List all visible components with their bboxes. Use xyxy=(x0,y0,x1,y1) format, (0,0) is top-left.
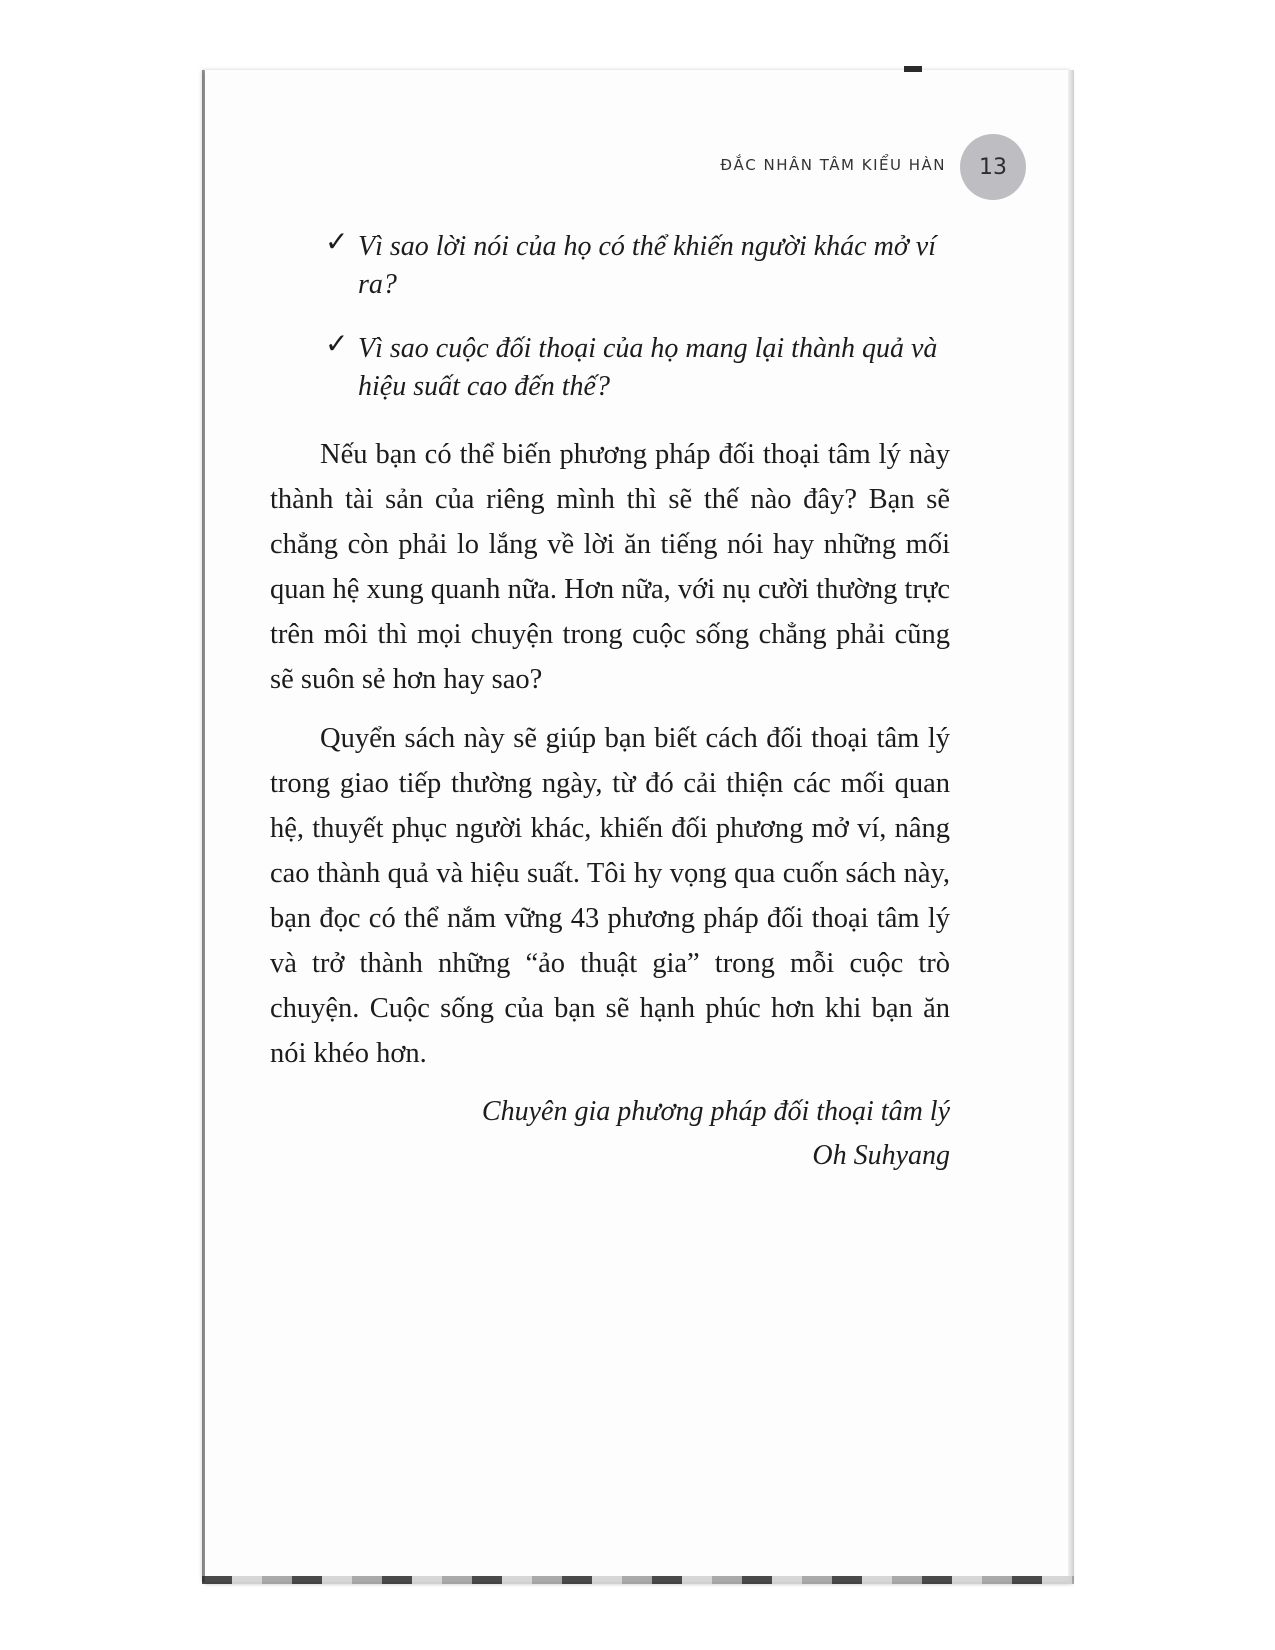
top-edge-mark xyxy=(904,66,922,72)
checklist-item xyxy=(270,228,958,304)
checklist-item-text: Vì sao cuộc đối thoại của họ mang lại thành quả và hiệu suất cao đến thế? xyxy=(358,333,938,402)
author-signature xyxy=(270,1090,950,1178)
checklist-item-text: Vì sao lời nói của họ có thể khiến người khác mở ví ra? xyxy=(358,231,936,300)
checkmark-icon: ✓ xyxy=(325,329,349,360)
body-paragraph: Quyển sách này sẽ giúp bạn biết cách đối thoại tâm lý trong giao tiếp thường ngày, từ đó cải thiện các mối quan hệ, thuyết phục người khác, khiến đối phương mở ví, nâng cao thành quả và hiệu suất. Tôi hy vọng qua cuốn sách này, bạn đọc có thể nắm vững 43 phương pháp đối thoại tâm lý và trở thành những “ảo thuật gia” trong mỗi cuộc trò chuyện. Cuộc sống của bạn sẽ hạnh phúc hơn khi bạn ăn nói khéo hơn. xyxy=(270,723,950,1069)
author-name: Oh Suhyang xyxy=(812,1140,950,1171)
checklist-item xyxy=(270,330,958,406)
page-number: 13 xyxy=(979,154,1007,180)
page-right-edge xyxy=(1068,70,1074,1582)
page-number-badge xyxy=(960,134,1026,200)
page-content xyxy=(270,228,950,1178)
running-header-title: ĐẮC NHÂN TÂM KIỂU HÀN xyxy=(720,156,946,174)
body-paragraph: Nếu bạn có thể biến phương pháp đối thoại tâm lý này thành tài sản của riêng mình thì sẽ thế nào đây? Bạn sẽ chẳng còn phải lo lắng về lời ăn tiếng nói hay những mối quan hệ xung quanh nữa. Hơn nữa, với nụ cười thường trực trên môi thì mọi chuyện trong cuộc sống chẳng phải cũng sẽ suôn sẻ hơn hay sao? xyxy=(270,439,950,695)
checkmark-icon: ✓ xyxy=(325,227,349,258)
page-bottom-edge xyxy=(202,1576,1074,1584)
author-role: Chuyên gia phương pháp đối thoại tâm lý xyxy=(481,1096,950,1127)
